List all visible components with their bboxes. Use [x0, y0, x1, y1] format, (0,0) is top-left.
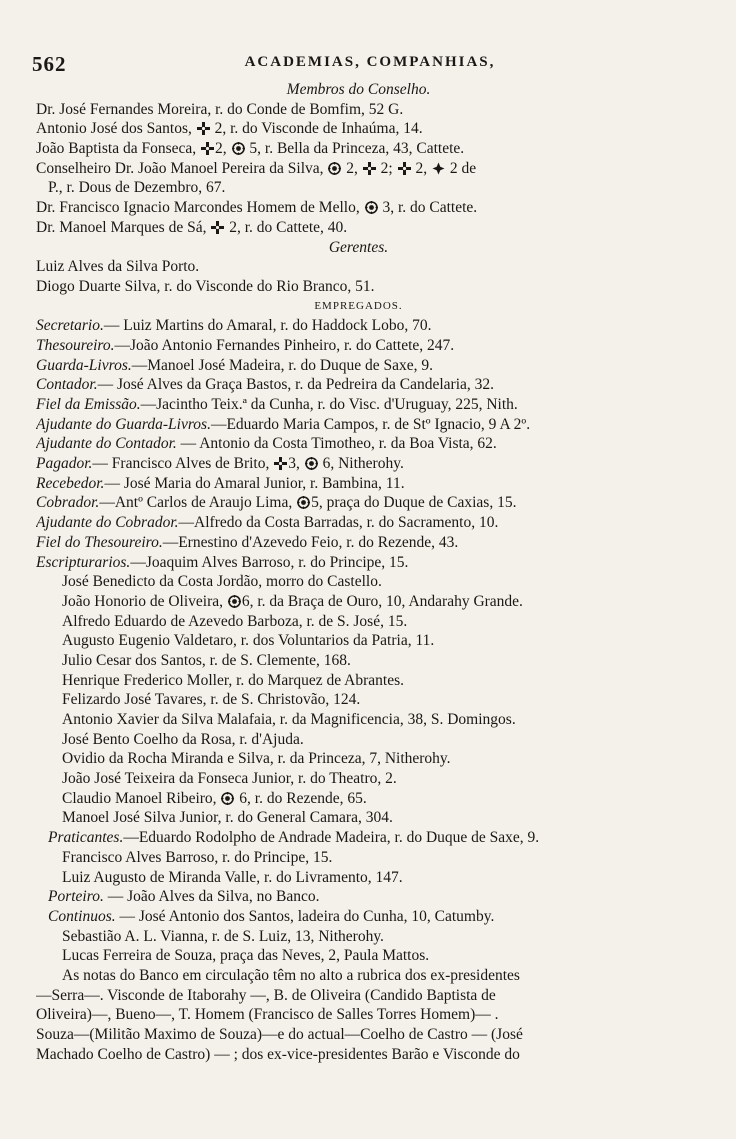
text-line: João Baptista da Fonseca, 2, 5, r. Bella da Princeza, 43, Cattete. — [36, 140, 465, 158]
text-line: João Honorio de Oliveira, 6, r. da Braça de Ouro, 10, Andarahy Grande. — [62, 592, 523, 610]
text-line: Francisco Alves Barroso, r. do Principe, 15. — [62, 848, 333, 866]
text-line: Fiel do Thesoureiro.—Ernestino d'Azevedo Feio, r. do Rezende, 43. — [36, 533, 459, 551]
text-line: Oliveira)—, Bueno—, T. Homem (Francisco de Salles Torres Homem)— . — [36, 1006, 499, 1024]
order-rose-icon — [305, 456, 318, 469]
text-line: Ajudante do Guarda-Livros.—Eduardo Maria Campos, r. de Stº Ignacio, 9 A 2º. — [36, 415, 531, 433]
text-line: Julio Cesar dos Santos, r. de S. Clemente, 168. — [62, 651, 351, 669]
text-line: Machado Coelho de Castro) — ; dos ex-vice-presidentes Barão e Visconde do — [36, 1045, 520, 1063]
running-title: ACADEMIAS, COMPANHIAS, — [244, 54, 496, 70]
text-line: Antonio José dos Santos, 2, r. do Visconde de Inhaúma, 14. — [36, 120, 423, 138]
text-line: Cobrador.—Antº Carlos de Araujo Lima, 5, praça do Duque de Caxias, 15. — [36, 494, 517, 512]
text-line: Luiz Augusto de Miranda Valle, r. do Livramento, 147. — [62, 868, 403, 886]
text-line: Felizardo José Tavares, r. de S. Christovão, 124. — [62, 691, 361, 709]
text-line: Recebedor.— José Maria do Amaral Junior, r. Bambina, 11. — [36, 474, 405, 492]
page-number: 562 — [32, 52, 67, 76]
order-rose-icon — [328, 161, 341, 174]
text-line: Porteiro. — João Alves da Silva, no Banco. — [48, 888, 320, 906]
section-title-empregados: EMPREGADOS. — [314, 299, 403, 312]
order-cross-icon — [363, 161, 376, 174]
text-line: Ajudante do Cobrador.—Alfredo da Costa Barradas, r. do Sacramento, 10. — [36, 514, 499, 532]
text-line: Praticantes.—Eduardo Rodolpho de Andrade Madeira, r. do Duque de Saxe, 9. — [48, 829, 540, 847]
text-line: Dr. Francisco Ignacio Marcondes Homem de Mello, 3, r. do Cattete. — [36, 199, 478, 217]
text-line: Henrique Frederico Moller, r. do Marquez de Abrantes. — [62, 671, 404, 689]
order-cross-icon — [398, 161, 411, 174]
text-line: Ovidio da Rocha Miranda e Silva, r. da Princeza, 7, Nitherohy. — [62, 750, 451, 768]
text-line: Thesoureiro.—João Antonio Fernandes Pinheiro, r. do Cattete, 247. — [36, 336, 455, 354]
text-line: Continuos. — José Antonio dos Santos, ladeira do Cunha, 10, Catumby. — [48, 907, 495, 925]
order-cross-icon — [197, 121, 210, 134]
order-rose-icon — [232, 141, 245, 154]
text-line: Souza—(Militão Maximo de Souza)—e do actual—Coelho de Castro — (José — [36, 1026, 523, 1043]
text-line: Diogo Duarte Silva, r. do Visconde do Rio Branco, 51. — [36, 277, 375, 295]
order-cross-icon — [201, 141, 214, 154]
text-line: Secretario.— Luiz Martins do Amaral, r. do Haddock Lobo, 70. — [36, 317, 432, 335]
text-line: Lucas Ferreira de Souza, praça das Neves, 2, Paula Mattos. — [62, 947, 430, 965]
order-cross-icon — [211, 220, 224, 233]
text-line: Guarda-Livros.—Manoel José Madeira, r. do Duque de Saxe, 9. — [36, 356, 434, 374]
text-line: Antonio Xavier da Silva Malafaia, r. da Magnificencia, 38, S. Domingos. — [62, 711, 516, 728]
text-line: Sebastião A. L. Vianna, r. de S. Luiz, 13, Nitherohy. — [62, 927, 384, 945]
document-body — [36, 80, 681, 1064]
order-rose-icon — [221, 791, 234, 804]
text-line: Luiz Alves da Silva Porto. — [36, 258, 200, 276]
order-rose-icon — [297, 495, 310, 508]
order-rose-icon — [365, 200, 378, 213]
text-line: Ajudante do Contador. — Antonio da Costa Timotheo, r. da Boa Vista, 62. — [36, 435, 497, 453]
text-line: Manoel José Silva Junior, r. do General Camara, 304. — [62, 809, 393, 827]
text-line: Alfredo Eduardo de Azevedo Barboza, r. de S. José, 15. — [62, 612, 408, 630]
order-rose-icon — [228, 594, 241, 607]
text-line: As notas do Banco em circulação têm no alto a rubrica dos ex-presidentes — [62, 966, 520, 984]
text-line: Contador.— José Alves da Graça Bastos, r. da Pedreira da Candelaria, 32. — [36, 376, 495, 394]
order-cross-icon — [274, 456, 287, 469]
text-line: Dr. Manoel Marques de Sá, 2, r. do Cattete, 40. — [36, 218, 348, 236]
text-line: João José Teixeira da Fonseca Junior, r. do Theatro, 2. — [62, 770, 397, 788]
order-star-icon — [432, 161, 445, 174]
text-line: Dr. José Fernandes Moreira, r. do Conde de Bomfim, 52 G. — [36, 100, 404, 118]
text-line: Augusto Eugenio Valdetaro, r. dos Voluntarios da Patria, 11. — [62, 632, 435, 650]
text-line: Claudio Manoel Ribeiro, 6, r. do Rezende, 65. — [62, 789, 367, 807]
text-line: José Bento Coelho da Rosa, r. d'Ajuda. — [62, 730, 304, 748]
text-line: José Benedicto da Costa Jordão, morro do Castello. — [62, 573, 382, 591]
text-line: Escripturarios.—Joaquim Alves Barroso, r. do Principe, 15. — [36, 553, 409, 571]
section-title-membros: Membros do Conselho. — [286, 81, 431, 98]
section-title-gerentes: Gerentes. — [328, 238, 389, 256]
text-line: P., r. Dous de Dezembro, 67. — [48, 179, 226, 197]
text-line: —Serra—. Visconde de Itaborahy —, B. de Oliveira (Candido Baptista de — [36, 986, 496, 1004]
text-line: Pagador.— Francisco Alves de Brito, 3, 6, Nitherohy. — [36, 455, 404, 473]
text-line: Fiel da Emissão.—Jacintho Teix.ª da Cunha, r. do Visc. d'Uruguay, 225, Nith. — [36, 396, 518, 413]
text-line: Conselheiro Dr. João Manoel Pereira da Silva, 2, 2; 2, 2 de — [36, 159, 477, 177]
page-header — [30, 52, 710, 74]
